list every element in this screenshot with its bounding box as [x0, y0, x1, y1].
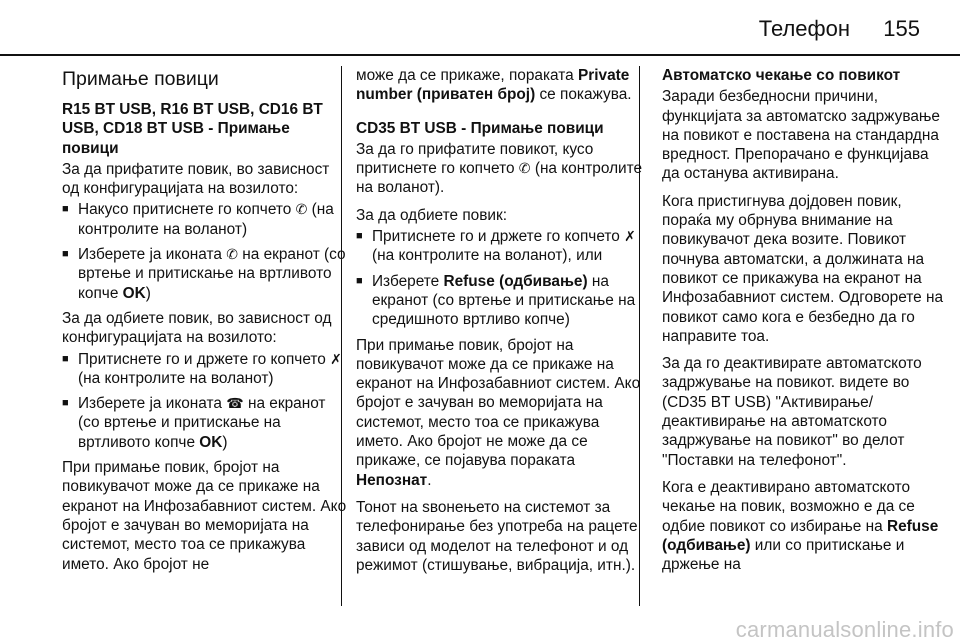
page-title: Телефон	[758, 16, 850, 41]
page-number: 155	[883, 16, 920, 41]
paragraph: Тонот на ѕвонењето на системот за телефонирање без употреба на рацете зависи од моделот на телефонот и од режимот (стишување, вибрација, итн.).	[356, 498, 638, 574]
phone-answer-icon: ✆	[518, 160, 531, 177]
phone-reject-icon: ✗	[624, 228, 636, 245]
phone-answer-icon: ✆	[295, 201, 308, 218]
header-rule	[0, 54, 960, 56]
column-left	[62, 66, 350, 582]
phone-answer-icon: ✆	[226, 246, 238, 263]
bullet-list	[62, 350, 350, 452]
paragraph: При примање повик, бројот на повикувачот може да се прикаже на екранот на Инфозабавниот систем. Ако бројот е зачуван во меморијата на системот, место тоа се прикажува името. Ако бројот не	[62, 459, 347, 573]
paragraph: При примање повик, бројот на повикувачот може да се прикаже на екранот на Инфозабавниот систем. Ако бројот е зачуван во меморијата на системот, место тоа се прикажува името. Ако бројот не може да се прикаже, се појавува пораката Непознат.	[356, 336, 641, 489]
paragraph: Кога пристигнува дојдовен повик, пораќа му обрнува внимание на повикувачот дека возите. Повикот почнува автоматски, а должината на повикот се прикажува на екранот на Инфозабавниот систем. Одговорете на повикот само кога е безбедно да го направите тоа.	[662, 192, 944, 345]
paragraph: За да одбиете повик, во зависност од конфигурацијата на возилото:	[62, 309, 332, 347]
bullet-list	[356, 227, 644, 329]
subsection-heading: Автоматско чекање со повикот	[662, 67, 901, 84]
list-item: ■ Притиснете го и држете го копчето ✗ (на контролите на воланот)	[62, 350, 350, 389]
column-right	[662, 66, 950, 582]
paragraph: За да го деактивирате автоматското задржување на повикот. видете во (CD35 BT USB) "Активирање/деактивирање на автоматското задржување на повикот" во делот "Поставки на телефонот".	[662, 355, 922, 469]
paragraph: За да прифатите повик, во зависност од конфигурацијата на возилото:	[62, 160, 330, 198]
paragraph: За да го прифатите повикот, кусо притиснете го копчето ✆ (на контролите на воланот).	[356, 140, 643, 197]
list-item: ■ Накусо притиснете го копчето ✆ (на контролите на воланот)	[62, 200, 350, 239]
list-item: ■ Притиснете го и држете го копчето ✗ (на контролите на воланот), или	[356, 227, 644, 266]
subsection-heading: CD35 BT USB - Примање повици	[356, 119, 604, 137]
list-item: ■ Изберете Refuse (одбивање) на екранот (со вртење и притискање на средишното вртливо копче)	[356, 272, 644, 330]
list-item: ■ Изберете ја иконата ☎ на екранот (со вртење и притискање на вртливото копче OK)	[62, 394, 350, 452]
phone-reject-icon: ✗	[330, 350, 342, 367]
list-item: ■ Изберете ја иконата ✆ на екранот (со вртење и притискање на вртливото копче OK)	[62, 245, 350, 303]
section-heading: Примање повици	[62, 68, 219, 90]
paragraph: Кога е деактивирано автоматското чекање на повик, возможно е да се одбие повикот со избирање на Refuse (одбивање) или со притискање и држење на	[662, 478, 939, 574]
phone-hangup-icon: ☎	[226, 395, 244, 412]
bullet-list	[62, 200, 350, 302]
watermark: carmanualsonline.info	[735, 617, 954, 642]
paragraph: За да одбиете повик:	[356, 206, 507, 224]
paragraph: може да се прикаже, пораката Private number (приватен број) се покажува.	[356, 67, 632, 104]
paragraph: Заради безбедносни причини, функцијата за автоматско задржување на повикот е поставена на стандардна вредност. Препорачано е функцијава да останува активирана.	[662, 88, 940, 183]
column-middle	[356, 66, 644, 583]
subsection-heading: R15 BT USB, R16 BT USB, CD16 BT USB, CD18 BT USB - Примање повици	[62, 101, 323, 157]
